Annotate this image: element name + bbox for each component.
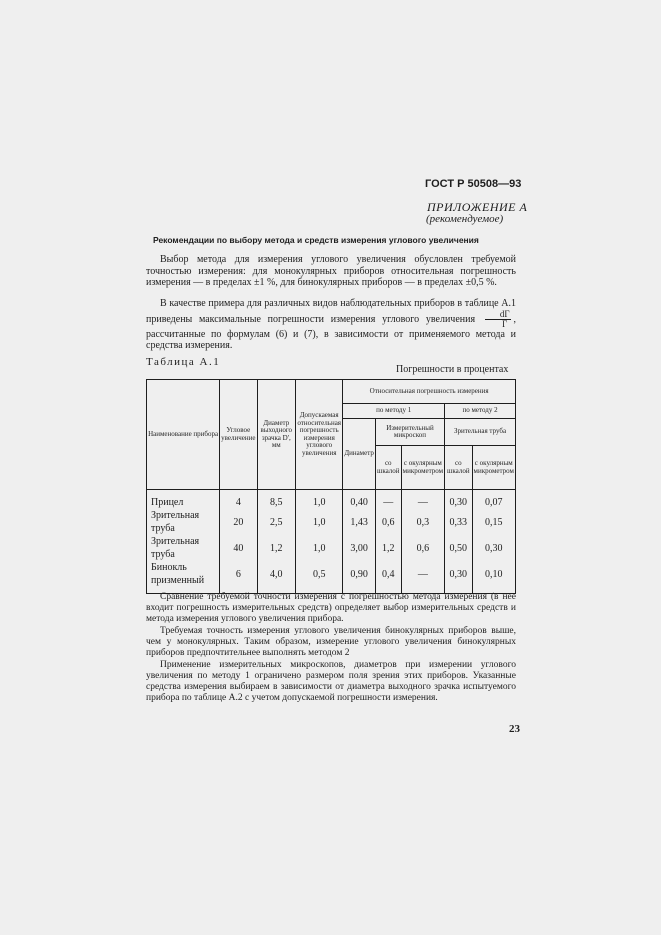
table-units: Погрешности в процентах — [396, 364, 509, 375]
intro-paragraph-1: Выбор метода для измерения углового увеличения обусловлен требуемой точностью измерения: для монокулярных приборов относительная погрешность измерения — в пределах ±1 %, для бинокулярных приборов — в пределах ±0,5 %. — [146, 254, 516, 288]
intro-paragraph-2 — [146, 298, 516, 352]
appendix-title: ПРИЛОЖЕНИЕ А — [427, 200, 528, 214]
cell-name: Зрительная труба — [147, 535, 220, 561]
header-with-ocular-2: с окулярным микрометром — [472, 446, 515, 490]
fraction-denominator: Γ — [502, 318, 508, 329]
cell-scale: 1,2 — [375, 535, 401, 561]
cell-scale-2: 0,30 — [445, 490, 472, 510]
intro-paragraph-2-end: , рассчитанные по формулам (6) и (7), в зависимости от применяемого метода и средства измерения. — [146, 313, 517, 351]
cell-name: Бинокль призменный — [147, 561, 220, 594]
header-with-scale-2: со шкалой — [445, 446, 472, 490]
header-with-scale: со шкалой — [375, 446, 401, 490]
cell-pupil: 2,5 — [257, 509, 296, 535]
cell-magnification: 4 — [220, 490, 257, 510]
cell-dynameter: 0,90 — [343, 561, 376, 594]
after-paragraph-2: Требуемая точность измерения углового увеличения бинокулярных приборов выше, чем у монокулярных. Таким образом, измерение углового увеличения бинокулярных приборов предпочтительнее выполнять методом 2 — [146, 626, 516, 658]
header-magnification: Угловое увеличение — [220, 380, 257, 490]
header-method-2: по методу 2 — [445, 404, 516, 419]
header-telescope: Зрительная труба — [445, 419, 516, 446]
fraction-numerator: dΓ — [485, 310, 511, 320]
page-number: 23 — [509, 723, 520, 735]
table-row — [147, 535, 516, 561]
cell-scale-2: 0,50 — [445, 535, 472, 561]
cell-scale: — — [375, 490, 401, 510]
cell-tolerance: 1,0 — [296, 490, 343, 510]
header-dynameter: Динаметр — [343, 419, 376, 490]
cell-ocular: 0,6 — [401, 535, 444, 561]
cell-ocular-2: 0,10 — [472, 561, 515, 594]
cell-tolerance: 1,0 — [296, 535, 343, 561]
cell-scale: 0,4 — [375, 561, 401, 594]
cell-ocular: — — [401, 561, 444, 594]
header-method-1: по методу 1 — [343, 404, 445, 419]
cell-ocular: 0,3 — [401, 509, 444, 535]
cell-ocular-2: 0,07 — [472, 490, 515, 510]
header-measuring-microscope: Измерительный микроскоп — [375, 419, 444, 446]
cell-scale: 0,6 — [375, 509, 401, 535]
cell-ocular: — — [401, 490, 444, 510]
cell-pupil: 1,2 — [257, 535, 296, 561]
cell-pupil: 4,0 — [257, 561, 296, 594]
header-tolerance: Допускаемая относительная погрешность измерения углового увеличения — [296, 380, 343, 490]
cell-tolerance: 0,5 — [296, 561, 343, 594]
cell-scale-2: 0,30 — [445, 561, 472, 594]
appendix-status: (рекомендуемое) — [426, 213, 504, 225]
header-relative-error: Относительная погрешность измерения — [343, 380, 516, 404]
header-with-ocular: с окулярным микрометром — [401, 446, 444, 490]
header-pupil-diameter: Диаметр выходного зрачка D', мм — [257, 380, 296, 490]
after-paragraph-1: Сравнение требуемой точности измерения с погрешностью метода измерения (в нее входит погрешность измерительных средств) определяет выбор измерительных средств и метода измерения углового увеличения прибора. — [146, 592, 516, 624]
cell-name: Прицел — [147, 490, 220, 510]
table-row — [147, 490, 516, 510]
after-paragraph-3: Применение измерительных микроскопов, диаметров при измерении углового увеличения по методу 1 ограничено размером поля зрения этих приборов. Указанные средства измерения выбираем в зависимости от диаметра выходного зрачка испытуемого прибора по таблице А.2 с учетом допускаемой погрешности измерения. — [146, 660, 516, 703]
cell-ocular-2: 0,15 — [472, 509, 515, 535]
table-label: Таблица А.1 — [146, 356, 221, 368]
cell-ocular-2: 0,30 — [472, 535, 515, 561]
intro-paragraph-2-start: В качестве примера для различных видов наблюдательных приборов в таблице А.1 приведены максимальные погрешности измерения углового увеличения — [146, 298, 516, 325]
cell-pupil: 8,5 — [257, 490, 296, 510]
error-fraction — [485, 310, 511, 329]
cell-name: Зрительная труба — [147, 509, 220, 535]
cell-magnification: 6 — [220, 561, 257, 594]
cell-dynameter: 0,40 — [343, 490, 376, 510]
table-row — [147, 509, 516, 535]
section-heading: Рекомендации по выбору метода и средств измерения углового увеличения — [153, 235, 479, 245]
error-table — [146, 379, 516, 594]
cell-dynameter: 3,00 — [343, 535, 376, 561]
cell-scale-2: 0,33 — [445, 509, 472, 535]
cell-tolerance: 1,0 — [296, 509, 343, 535]
cell-dynameter: 1,43 — [343, 509, 376, 535]
cell-magnification: 40 — [220, 535, 257, 561]
standard-code: ГОСТ Р 50508—93 — [425, 178, 522, 190]
table-row — [147, 561, 516, 594]
cell-magnification: 20 — [220, 509, 257, 535]
header-name: Наименование прибора — [147, 380, 220, 490]
